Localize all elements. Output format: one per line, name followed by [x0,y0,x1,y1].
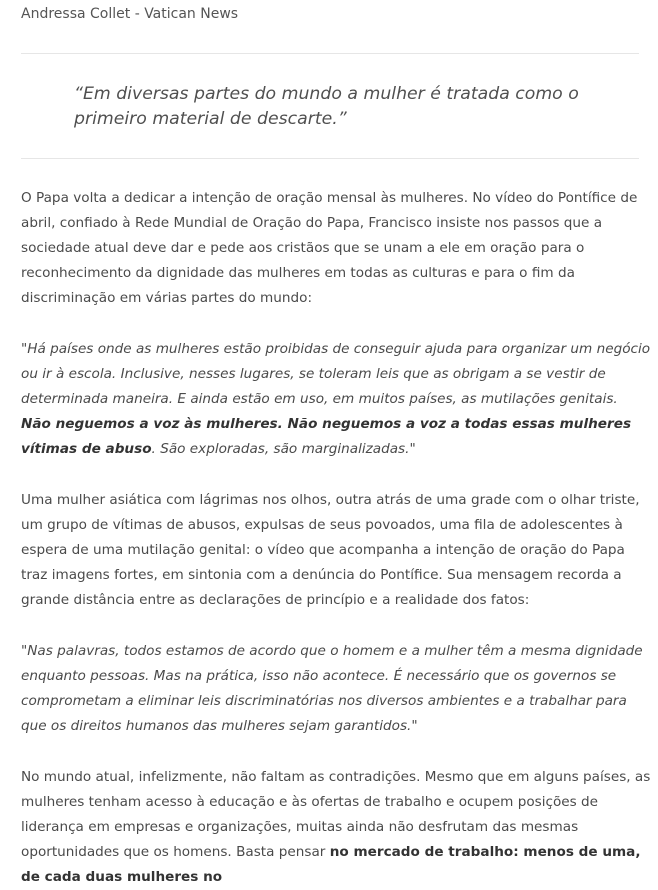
paragraph-spacer [21,613,651,639]
quote-pope-2: "Nas palavras, todos estamos de acordo que o homem e a mulher têm a mesma dignidade enquanto pessoas. Mas na prática, isso não acontece. É necessário que os governos se comprometam a eliminar leis discriminatórias nos diversos ambientes e a trabalhar para que os direitos humanos das mulheres sejam garantidos." [21,643,643,734]
bottom-divider [21,158,639,159]
paragraph-spacer [21,739,651,765]
paragraph-spacer [21,462,651,488]
paragraph-spacer [21,311,651,337]
paragraph-3-text: No mundo atual, infelizmente, não faltam as contradições. Mesmo que em alguns países, as mulheres tenham acesso à educação e às ofertas de trabalho e ocupem posições de liderança em empresas e organizações, muitas ainda não desfrutam das mesmas oportunidades que os homens. Basta pensar [21,769,651,860]
quote-1-text-start: "Há países onde as mulheres estão proibidas de conseguir ajuda para organizar um negócio ou ir à escola. Inclusive, nesses lugares, se toleram leis que as obrigam a se vestir de determinada maneira. E ainda estão em uso, em muitos países, as mutilações genitais. [21,341,651,407]
quote-pope-1 [21,337,651,462]
top-divider [21,53,639,54]
article-byline: Andressa Collet - Vatican News [21,6,239,22]
paragraph-3-emphasis: no mercado de trabalho: menos de uma, de cada duas mulheres no [21,844,641,885]
paragraph-video: Uma mulher asiática com lágrimas nos olhos, outra atrás de uma grade com o olhar triste, um grupo de vítimas de abusos, expulsas de seus povoados, uma fila de adolescentes à espera de uma mutilação genital: o vídeo que acompanha a intenção de oração do Papa traz imagens fortes, em sintonia com a denúncia do Pontífice. Sua mensagem recorda a grande distância entre as declarações de princípio e a realidade dos fatos: [21,492,640,608]
article-body [21,186,651,890]
paragraph-contradictions [21,765,651,890]
paragraph-intro: O Papa volta a dedicar a intenção de oração mensal às mulheres. No vídeo do Pontífice de abril, confiado à Rede Mundial de Oração do Papa, Francisco insiste nos passos que a sociedade atual deve dar e pede aos cristãos que se unam a ele em oração para o reconhecimento da dignidade das mulheres em todas as culturas e para o fim da discriminação em várias partes do mundo: [21,190,638,306]
quote-1-emphasis: Não neguemos a voz às mulheres. Não neguemos a voz a todas essas mulheres vítimas de abuso [21,416,632,457]
pull-quote: “Em diversas partes do mundo a mulher é tratada como o primeiro material de descarte.” [74,84,579,129]
quote-1-text-end: . São exploradas, são marginalizadas." [151,441,416,457]
